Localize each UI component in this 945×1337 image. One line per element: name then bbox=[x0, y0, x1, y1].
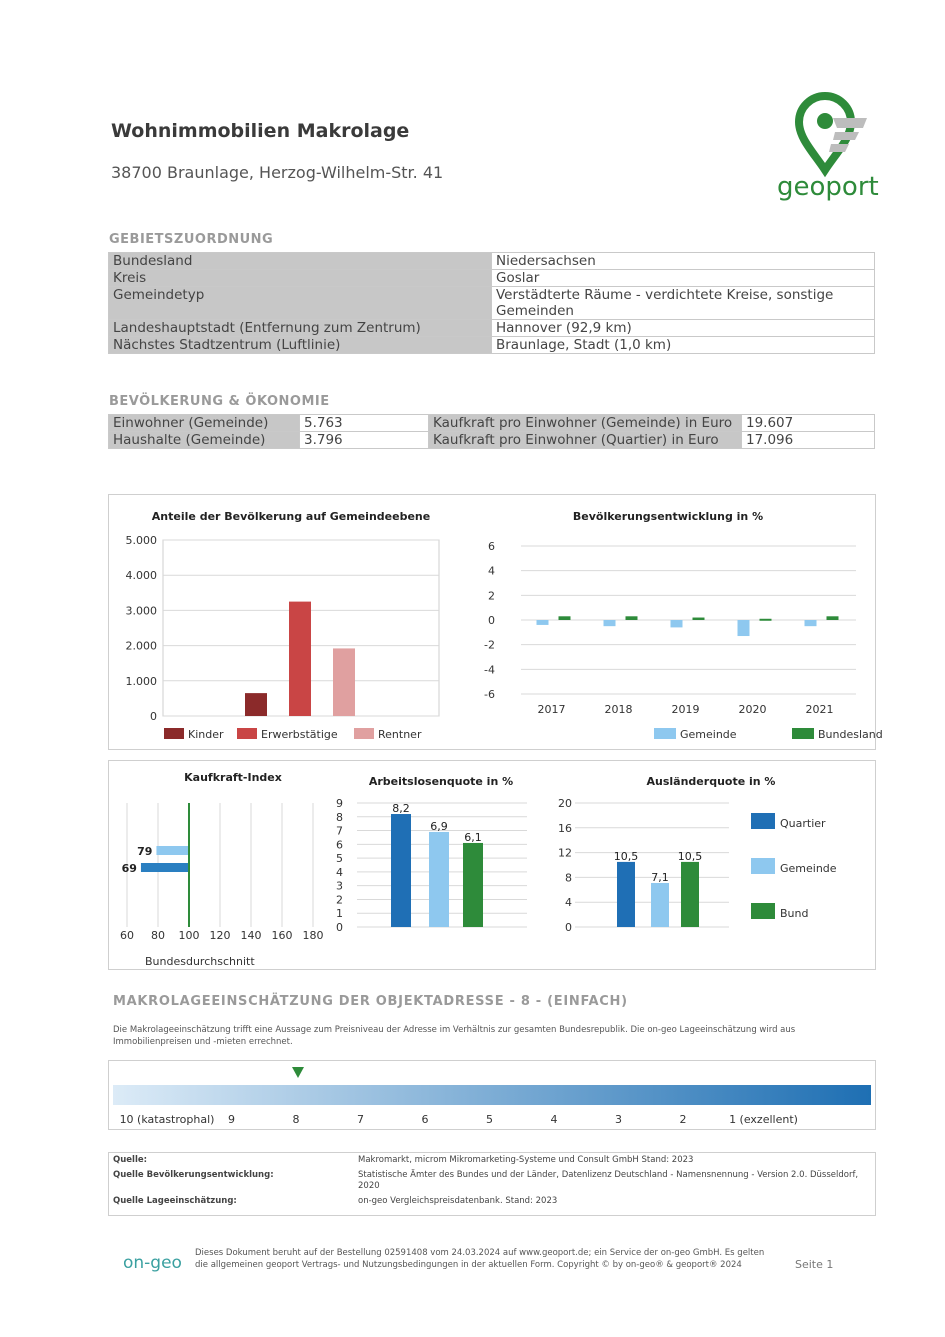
source-label: Quelle: bbox=[113, 1155, 148, 1165]
gebiet-value: Goslar bbox=[492, 270, 875, 287]
source-label: Quelle Bevölkerungsentwicklung: bbox=[113, 1170, 274, 1180]
lage-gradient-bar bbox=[113, 1085, 871, 1105]
source-row bbox=[109, 1194, 875, 1209]
y-tick-label: 0 bbox=[488, 614, 495, 627]
y-tick-label: -2 bbox=[484, 638, 495, 652]
bar-bundesland bbox=[827, 616, 839, 620]
geoport-logo-text: geoport bbox=[777, 172, 879, 202]
data-label: 10,5 bbox=[613, 849, 639, 863]
data-label: 79 bbox=[137, 845, 153, 858]
gebiet-table bbox=[108, 252, 875, 354]
scale-label: 10 (katastrophal) bbox=[119, 1113, 215, 1126]
lage-scale bbox=[109, 1061, 875, 1129]
source-value: on-geo Vergleichspreisdatenbank. Stand: 2023 bbox=[358, 1196, 558, 1206]
bar-bundesland bbox=[693, 618, 705, 620]
bar-gemeinde bbox=[805, 620, 817, 626]
charts-panel-bottom bbox=[108, 760, 876, 970]
legend-swatch bbox=[164, 728, 184, 739]
scale-label: 2 bbox=[679, 1113, 687, 1126]
legend-swatch bbox=[751, 813, 775, 829]
y-tick-label: 16 bbox=[558, 821, 572, 835]
legend-swatch bbox=[751, 858, 775, 874]
population-development-chart bbox=[469, 495, 883, 749]
gebiet-value: Braunlage, Stadt (1,0 km) bbox=[492, 337, 875, 354]
source-value: Makromarkt, microm Mikromarketing-Systeme und Consult GmbH Stand: 2023 bbox=[358, 1155, 694, 1165]
x-tick-label: 180 bbox=[302, 929, 324, 942]
lage-heading: MAKROLAGEEINSCHÄTZUNG DER OBJEKTADRESSE - 8 - (EINFACH) bbox=[113, 994, 628, 1009]
legend-label: Quartier bbox=[780, 817, 826, 830]
x-tick-label: 2018 bbox=[604, 703, 633, 716]
population-share-chart bbox=[109, 495, 469, 749]
footer-text: Dieses Dokument beruht auf der Bestellung 02591408 vom 24.03.2024 auf www.geoport.de; ein Service der on-geo GmbH. Es gelten die allgemeinen geoport Vertrags- und Nutzungsbedingungen in der aktuellen Form. Copyright © by on-geo® & geoport® 2024 bbox=[195, 1248, 765, 1270]
y-tick-label: 4 bbox=[488, 564, 495, 578]
bev-label: Kaufkraft pro Einwohner (Quartier) in Euro bbox=[429, 432, 742, 449]
bev-label: Einwohner (Gemeinde) bbox=[109, 415, 300, 432]
bev-label: Kaufkraft pro Einwohner (Gemeinde) in Euro bbox=[429, 415, 742, 432]
y-tick-label: 8 bbox=[336, 810, 343, 824]
bar-rentner bbox=[333, 648, 355, 716]
x-tick-label: 160 bbox=[271, 929, 293, 942]
y-tick-label: 2 bbox=[336, 893, 343, 907]
charts-panel-top bbox=[108, 494, 883, 750]
legend-label: Kinder bbox=[188, 728, 224, 741]
y-tick-label: 5 bbox=[336, 852, 343, 866]
scale-label: 4 bbox=[550, 1113, 558, 1126]
page-number: Seite 1 bbox=[795, 1258, 834, 1271]
section-heading-gebiet: GEBIETSZUORDNUNG bbox=[109, 232, 274, 247]
chart-title: Bevölkerungsentwicklung in % bbox=[572, 510, 764, 523]
index-bar bbox=[156, 846, 189, 855]
chart-title: Kaufkraft-Index bbox=[184, 771, 282, 784]
scale-label: 1 (exzellent) bbox=[729, 1113, 798, 1126]
legend-swatch bbox=[354, 728, 374, 739]
bar-gemeinde bbox=[671, 620, 683, 627]
y-tick-label: 2.000 bbox=[125, 639, 157, 653]
gebiet-row bbox=[109, 337, 875, 354]
location-pin-icon bbox=[775, 92, 875, 177]
source-label: Quelle Lageeinschätzung: bbox=[113, 1196, 237, 1206]
bevoelkerung-row bbox=[109, 415, 875, 432]
gebiet-label: Gemeindetyp bbox=[109, 287, 492, 320]
legend-swatch bbox=[792, 728, 814, 739]
address: 38700 Braunlage, Herzog-Wilhelm-Str. 41 bbox=[111, 163, 444, 182]
chart-title: Ausländerquote in % bbox=[646, 775, 776, 788]
x-tick-label: 2017 bbox=[537, 703, 566, 716]
bar bbox=[651, 883, 669, 927]
data-label: 6,1 bbox=[464, 830, 482, 844]
legend-label: Gemeinde bbox=[780, 862, 837, 875]
chart-title: Arbeitslosenquote in % bbox=[368, 775, 514, 788]
bev-value: 3.796 bbox=[300, 432, 429, 449]
bev-value: 19.607 bbox=[742, 415, 875, 432]
gebiet-row bbox=[109, 320, 875, 337]
y-tick-label: 3.000 bbox=[125, 604, 157, 618]
bar-erwerbstätige bbox=[289, 602, 311, 716]
scale-label: 7 bbox=[357, 1113, 364, 1126]
gebiet-label: Nächstes Stadtzentrum (Luftlinie) bbox=[109, 337, 492, 354]
x-tick-label: 140 bbox=[240, 929, 262, 942]
data-label: 8,2 bbox=[392, 802, 410, 816]
data-label: 10,5 bbox=[677, 849, 703, 863]
bar-kinder bbox=[245, 693, 267, 716]
gebiet-row bbox=[109, 287, 875, 320]
gebiet-value: Niedersachsen bbox=[492, 253, 875, 270]
y-tick-label: 0 bbox=[150, 710, 157, 723]
y-tick-label: 1.000 bbox=[125, 674, 157, 688]
y-tick-label: 1 bbox=[336, 907, 343, 921]
reference-label: Bundesdurchschnitt bbox=[145, 955, 255, 968]
y-tick-label: 8 bbox=[565, 871, 572, 885]
foreigner-rate-chart bbox=[549, 761, 875, 969]
legend-label: Rentner bbox=[378, 728, 422, 741]
y-tick-label: 4.000 bbox=[125, 569, 157, 583]
y-tick-label: 12 bbox=[558, 846, 572, 860]
bar bbox=[463, 843, 483, 927]
y-tick-label: 20 bbox=[558, 797, 572, 810]
legend-swatch bbox=[237, 728, 257, 739]
data-label: 69 bbox=[121, 862, 137, 875]
bar bbox=[391, 814, 411, 927]
x-tick-label: 2021 bbox=[805, 703, 834, 716]
x-tick-label: 120 bbox=[209, 929, 231, 942]
legend-label: Gemeinde bbox=[680, 728, 737, 741]
gebiet-label: Bundesland bbox=[109, 253, 492, 270]
source-row bbox=[109, 1168, 875, 1194]
scale-label: 3 bbox=[615, 1113, 622, 1126]
chart-title: Anteile der Bevölkerung auf Gemeindeebene bbox=[151, 510, 431, 523]
gebiet-value: Verstädterte Räume - verdichtete Kreise, sonstige Gemeinden bbox=[492, 287, 875, 320]
source-row bbox=[109, 1153, 875, 1168]
legend-label: Bundesland bbox=[818, 728, 883, 741]
y-tick-label: 7 bbox=[336, 824, 343, 838]
bar-bundesland bbox=[559, 616, 571, 620]
legend-swatch bbox=[654, 728, 676, 739]
y-tick-label: 2 bbox=[488, 589, 495, 603]
gebiet-label: Landeshauptstadt (Entfernung zum Zentrum) bbox=[109, 320, 492, 337]
sources-panel bbox=[108, 1152, 876, 1216]
y-tick-label: 6 bbox=[336, 838, 343, 852]
y-tick-label: 0 bbox=[336, 921, 343, 934]
page-title: Wohnimmobilien Makrolage bbox=[111, 120, 410, 142]
y-tick-label: 4 bbox=[336, 865, 343, 879]
bar-gemeinde bbox=[537, 620, 549, 625]
y-tick-label: -4 bbox=[484, 663, 495, 677]
bev-value: 17.096 bbox=[742, 432, 875, 449]
purchasing-power-index-chart bbox=[109, 761, 329, 969]
bev-value: 5.763 bbox=[300, 415, 429, 432]
scale-label: 5 bbox=[486, 1113, 493, 1126]
position-marker-icon bbox=[292, 1067, 304, 1078]
gebiet-value: Hannover (92,9 km) bbox=[492, 320, 875, 337]
bevoelkerung-row bbox=[109, 432, 875, 449]
scale-label: 9 bbox=[228, 1113, 235, 1126]
x-tick-label: 100 bbox=[178, 929, 200, 942]
y-tick-label: -6 bbox=[484, 688, 495, 701]
x-tick-label: 60 bbox=[120, 929, 134, 942]
lage-description: Die Makrolageeinschätzung trifft eine Aussage zum Preisniveau der Adresse im Verhältnis zur gesamten Bundesrepublik. Die on-geo Lageeinschätzung wird aus Immobilienpreisen und -mieten errechnet. bbox=[113, 1025, 796, 1047]
data-label: 6,9 bbox=[430, 819, 448, 833]
legend-swatch bbox=[751, 903, 775, 919]
data-label: 7,1 bbox=[651, 870, 669, 884]
gebiet-label: Kreis bbox=[109, 270, 492, 287]
x-tick-label: 80 bbox=[151, 929, 165, 942]
y-tick-label: 5.000 bbox=[125, 534, 157, 547]
on-geo-logo: on-geo bbox=[123, 1253, 182, 1273]
bar-bundesland bbox=[626, 616, 638, 620]
bar bbox=[429, 832, 449, 927]
y-tick-label: 6 bbox=[488, 540, 495, 553]
y-tick-label: 4 bbox=[565, 896, 572, 910]
geoport-logo bbox=[775, 92, 879, 207]
bev-label: Haushalte (Gemeinde) bbox=[109, 432, 300, 449]
section-heading-bevoelkerung: BEVÖLKERUNG & ÖKONOMIE bbox=[109, 394, 330, 409]
legend-label: Bund bbox=[780, 907, 809, 920]
gebiet-row bbox=[109, 253, 875, 270]
x-tick-label: 2019 bbox=[671, 703, 700, 716]
legend-label: Erwerbstätige bbox=[261, 728, 338, 741]
bevoelkerung-table bbox=[108, 414, 875, 449]
bar bbox=[617, 862, 635, 927]
scale-label: 8 bbox=[292, 1113, 300, 1126]
bar bbox=[681, 862, 699, 927]
bar-gemeinde bbox=[738, 620, 750, 636]
bar-bundesland bbox=[760, 619, 772, 621]
y-tick-label: 9 bbox=[336, 797, 343, 810]
index-bar bbox=[141, 863, 189, 872]
y-tick-label: 3 bbox=[336, 879, 343, 893]
gebiet-row bbox=[109, 270, 875, 287]
x-tick-label: 2020 bbox=[738, 703, 767, 716]
bar-gemeinde bbox=[604, 620, 616, 626]
scale-label: 6 bbox=[421, 1113, 429, 1126]
y-tick-label: 0 bbox=[565, 921, 572, 934]
unemployment-rate-chart bbox=[329, 761, 549, 969]
source-value: Statistische Ämter des Bundes und der Länder, Datenlizenz Deutschland - Namensnennung - Version 2.0. Düsseldorf, 2020 bbox=[358, 1170, 859, 1191]
lage-scale-panel bbox=[108, 1060, 876, 1130]
